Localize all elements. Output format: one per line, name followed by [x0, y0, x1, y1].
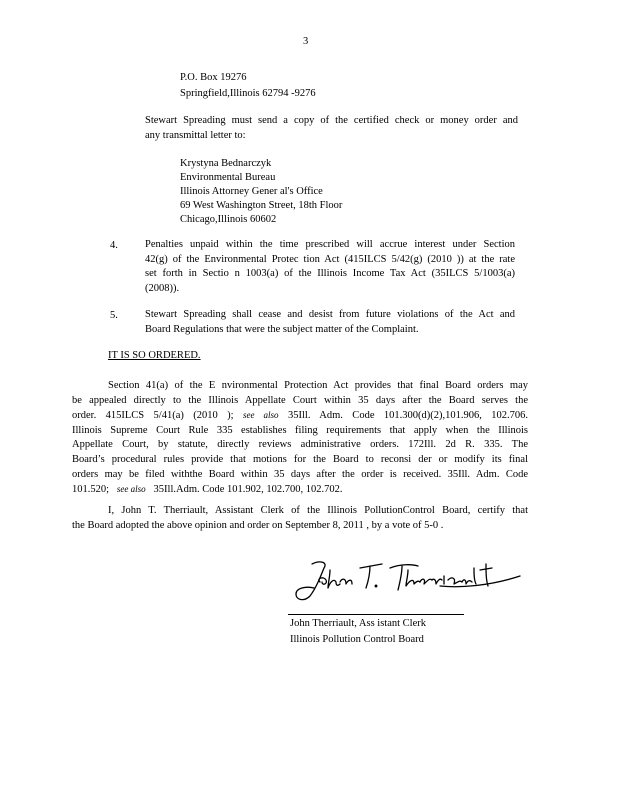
certification-paragraph: I, John T. Therriault, Assistant Clerk of the Illinois PollutionControl Board, certify that the Board adopted the above opinion and order on September 8, 2011 , by a vote of 5-0 . — [72, 505, 528, 531]
item-4-number: 4. — [110, 240, 118, 251]
address-po-box: P.O. Box 19276 — [180, 72, 247, 83]
recipient-street: 69 West Washington Street, 18th Floor — [180, 200, 343, 211]
item-4-paragraph: Penalties unpaid within the time prescribed will accrue interest under Section 42(g) of the Environmental Protec tion Act (415ILCS 5/42(g) (2010 )) at the rate set forth in Sectio n 1003(a) of the Illinois Income Tax Act (35ILCS 5/1003(a) (2008)). — [145, 239, 515, 294]
item-5-number: 5. — [110, 310, 118, 321]
signer-name-title: John Therriault, Ass istant Clerk — [290, 618, 427, 629]
recipient-bureau: Environmental Bureau — [180, 172, 276, 183]
so-ordered-heading: IT IS SO ORDERED. — [108, 350, 201, 361]
signer-organization: Illinois Pollution Control Board — [290, 634, 424, 645]
address-city: Springfield,Illinois 62794 -9276 — [180, 88, 316, 99]
rules-citation-line: 101.520; see also 35Ill.Adm. Code 101.902, 102.700, 102.702. — [72, 484, 343, 496]
recipient-office: Illinois Attorney Gener al's Office — [180, 186, 323, 197]
copy-instruction-paragraph: Stewart Spreading must send a copy of the certified check or money order and any transmittal letter to: — [145, 115, 518, 141]
handwritten-signature — [290, 556, 530, 606]
recipient-name: Krystyna Bednarczyk — [180, 158, 272, 169]
item-5-paragraph: Stewart Spreading shall cease and desist from future violations of the Act and Board Regulations that were the subject matter of the Complaint. — [145, 309, 515, 335]
appeal-citation-line: order. 415ILCS 5/41(a) (2010 ); see also 35Ill. Adm. Code 101.300(d)(2),101.906, 102.706. — [72, 410, 529, 422]
page-number: 3 — [303, 36, 309, 47]
recipient-city: Chicago,Illinois 60602 — [180, 214, 277, 225]
appeal-rights-paragraph: Section 41(a) of the E nvironmental Protection Act provides that final Board orders may be appealed directly to the Illinois Appellate Court within 35 days after the Board serves the order. 415ILCS 5/41(a) (2010 ); see also 35Ill. Adm. Code 101.300(d)(2),101.906, 102.706. Illinois Supreme Court Rule 335 establishes filing requirements that apply when the Illinois Appellate Court, by statute, directly reviews administrative orders. 172Ill. 2d R. 335. The Board’s procedural rules provide that motions for the Board to reconsi der or modify its final orders may be filed withthe Board within 35 days after the order is received. 35Ill. Adm. Code 101.520; see also 35Ill.Adm. Code 101.902, 102.700, 102.702. — [72, 379, 528, 498]
signature-line — [288, 614, 464, 615]
